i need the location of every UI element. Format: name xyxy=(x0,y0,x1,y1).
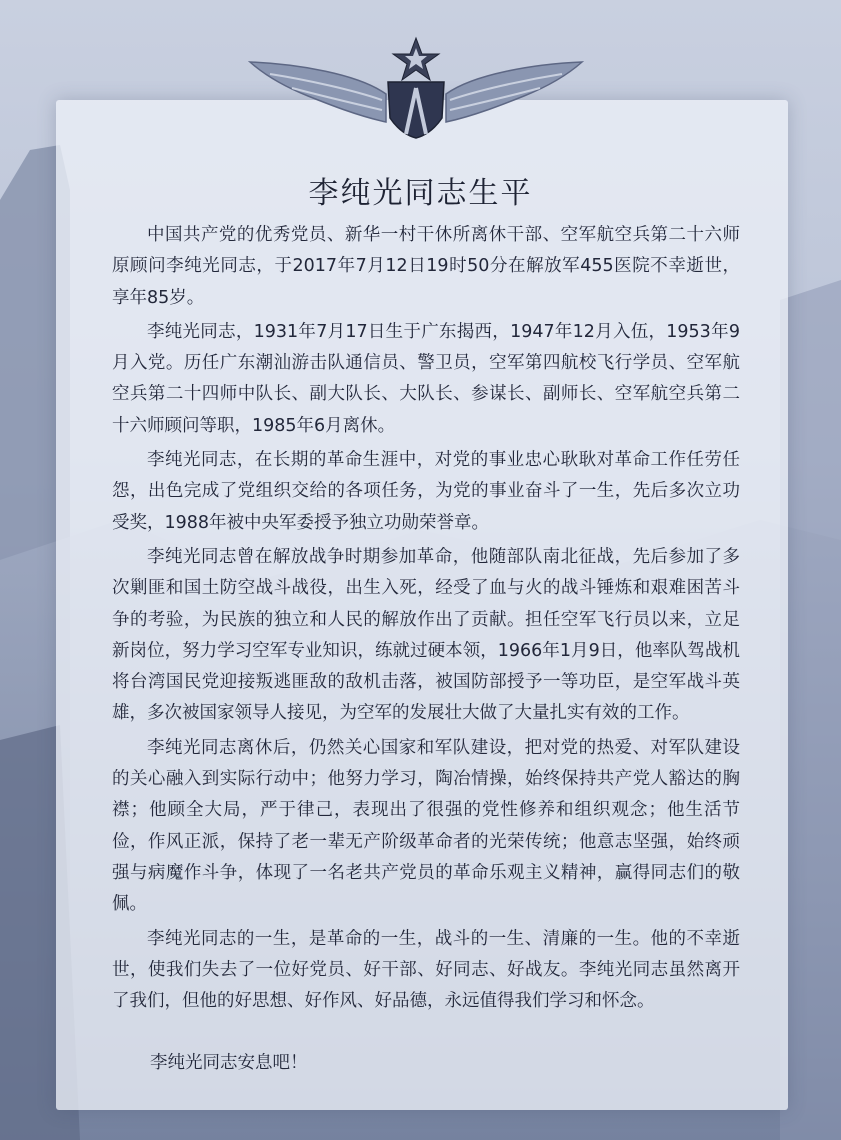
biography-body xyxy=(112,220,740,1020)
air-force-wings-star-emblem-icon xyxy=(248,34,584,142)
paragraph-tribute: 李纯光同志的一生，是革命的一生，战斗的一生、清廉的一生。他的不幸逝世，使我们失去了一位好党员、好干部、好同志、好战友。李纯光同志虽然离开了我们，但他的好思想、好作风、好品德，永远值得我们学习和怀念。 xyxy=(112,928,740,1012)
paragraph-career: 李纯光同志，1931年7月17日生于广东揭西，1947年12月入伍，1953年9月入党。历任广东潮汕游击队通信员、警卫员，空军第四航校飞行学员、空军航空兵第二十四师中队长、副大队长、大队长、参谋长、副师长、空军航空兵第二十六师顾问等职，1985年6月离休。 xyxy=(112,321,740,436)
closing-line: 李纯光同志安息吧！ xyxy=(150,1053,308,1073)
paragraph-combat-history: 李纯光同志曾在解放战争时期参加革命，他随部队南北征战，先后参加了多次剿匪和国土防空战斗战役，出生入死，经受了血与火的战斗锤炼和艰难困苦斗争的考验，为民族的独立和人民的解放作出了贡献。担任空军飞行员以来，立足新岗位，努力学习空军专业知识，练就过硬本领，1966年1月9日，他率队驾战机将台湾国民党迎接叛逃匪敌的敌机击落，被国防部授予一等功臣，是空军战斗英雄，多次被国家领导人接见，为空军的发展壮大做了大量扎实有效的工作。 xyxy=(112,546,740,724)
paragraph-retirement: 李纯光同志离休后，仍然关心国家和军队建设，把对党的热爱、对军队建设的关心融入到实际行动中；他努力学习，陶冶情操，始终保持共产党人豁达的胸襟；他顾全大局，严于律己，表现出了很强的党性修养和组织观念；他生活节俭，作风正派，保持了老一辈无产阶级革命者的光荣传统；他意志坚强，始终顽强与病魔作斗争，体现了一名老共产党员的革命乐观主义精神，赢得同志们的敬佩。 xyxy=(112,737,740,915)
paragraph-intro: 中国共产党的优秀党员、新华一村干休所离休干部、空军航空兵第二十六师原顾问李纯光同志，于2017年7月12日19时50分在解放军455医院不幸逝世，享年85岁。 xyxy=(112,225,740,308)
paragraph-dedication: 李纯光同志，在长期的革命生涯中，对党的事业忠心耿耿对革命工作任劳任怨，出色完成了党组织交给的各项任务，为党的事业奋斗了一生，先后多次立功受奖，1988年被中央军委授予独立功勋荣誉章。 xyxy=(112,450,740,533)
document-title: 李纯光同志生平 xyxy=(308,176,533,211)
